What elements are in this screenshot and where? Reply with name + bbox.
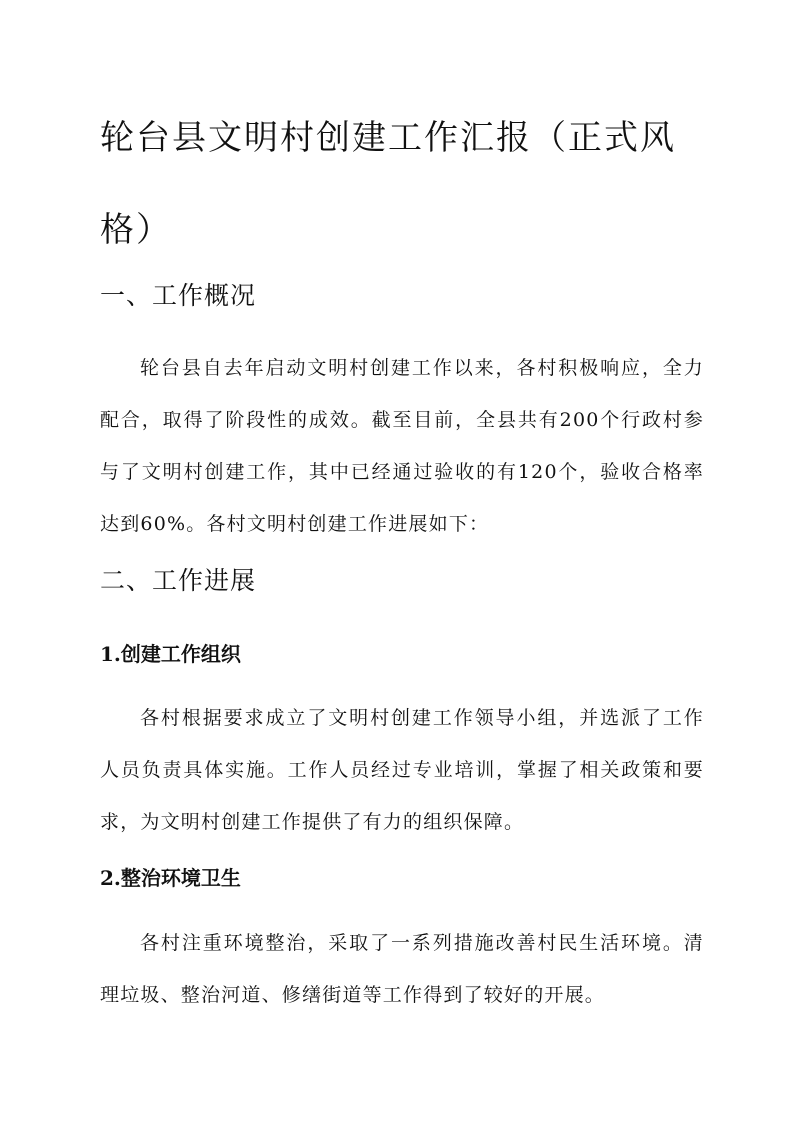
- document-title: 轮台县文明村创建工作汇报（正式风格）: [100, 118, 676, 250]
- environment-paragraph: 各村注重环境整治，采取了一系列措施改善村民生活环境。清理垃圾、整治河道、修缮街道等工作得到了较好的开展。: [100, 932, 704, 1006]
- overview-paragraph: 轮台县自去年启动文明村创建工作以来，各村积极响应，全力配合，取得了阶段性的成效。截至目前，全县共有200个行政村参与了文明村创建工作，其中已经通过验收的有120个，验收合格率达到60%。各村文明村创建工作进展如下：: [100, 357, 704, 535]
- subsection-heading-organization: 1.创建工作组织: [100, 642, 241, 666]
- section-heading-overview: 一、工作概况: [100, 281, 257, 310]
- subsection-heading-environment: 2.整治环境卫生: [100, 866, 241, 890]
- organization-paragraph: 各村根据要求成立了文明村创建工作领导小组，并选派了工作人员负责具体实施。工作人员经过专业培训，掌握了相关政策和要求，为文明村创建工作提供了有力的组织保障。: [100, 707, 704, 833]
- section-heading-progress: 二、工作进展: [100, 566, 257, 595]
